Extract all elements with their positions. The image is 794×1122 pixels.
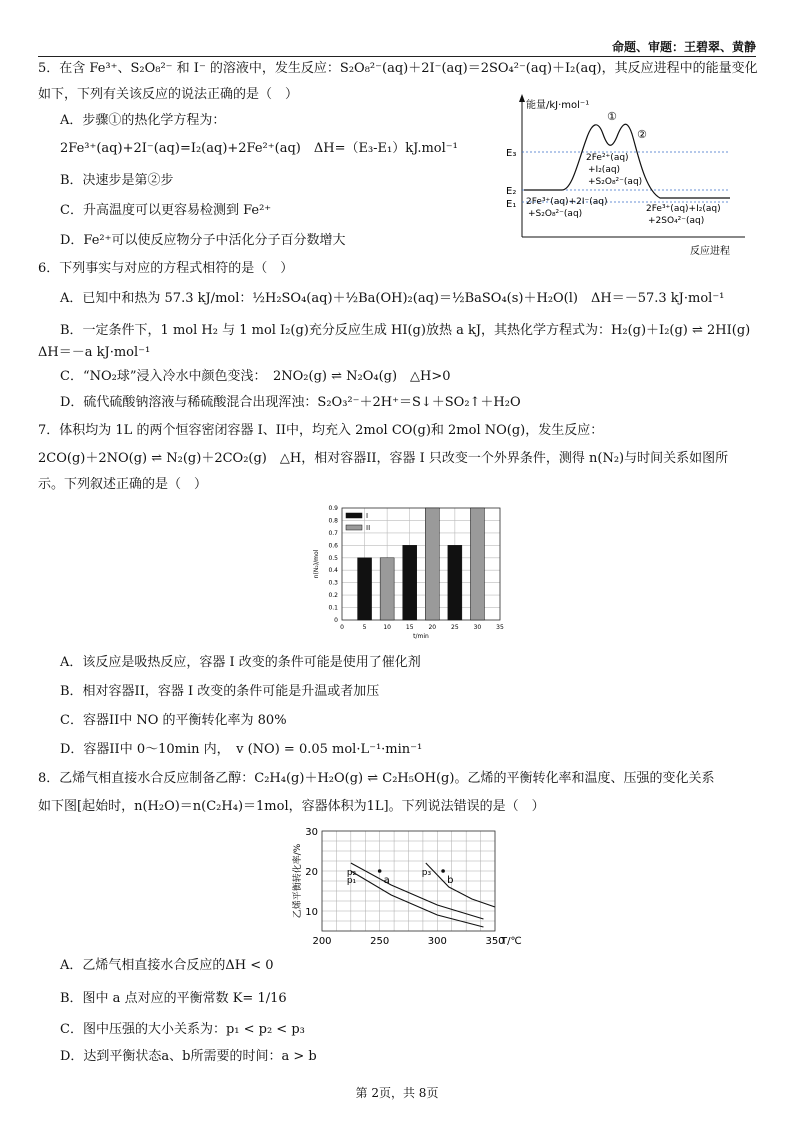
- q8-option-d: D．达到平衡状态a、b所需要的时间：a > b: [60, 1049, 317, 1064]
- bar-y-tick: 0.7: [328, 529, 338, 537]
- bar-y-tick: 0.3: [328, 579, 338, 587]
- energy-axis-label: 能量/kJ·mol⁻¹: [526, 100, 590, 111]
- bar-II-t30: [470, 508, 484, 620]
- bar-y-tick: 0.5: [328, 554, 338, 562]
- bar-y-label: n(N₂)/mol: [313, 549, 320, 579]
- bar-x-tick: 20: [428, 624, 437, 631]
- bar-legend-label-I: I: [366, 512, 369, 520]
- step1-marker: ①: [607, 110, 617, 123]
- product-label-2: +2SO₄²⁻(aq): [648, 216, 705, 226]
- line-series-p₃: [426, 863, 495, 907]
- q8-option-a: A．乙烯气相直接水合反应的ΔH < 0: [60, 958, 274, 973]
- q8-option-b: B．图中 a 点对应的平衡常数 K= 1/16: [60, 991, 287, 1006]
- bar-I-t5: [358, 558, 372, 620]
- q8-option-c: C．图中压强的大小关系为：p₁ < p₂ < p₃: [60, 1022, 305, 1037]
- product-label-1: 2Fe³⁺(aq)+I₂(aq): [646, 204, 721, 214]
- progress-axis-label: 反应进程: [690, 246, 730, 257]
- reactant-label-1: 2Fe³⁺(aq)+2I⁻(aq): [526, 197, 608, 207]
- e1-label: E₁: [506, 199, 517, 210]
- line-point-label-b: b: [447, 875, 454, 886]
- e2-label: E₂: [506, 186, 517, 197]
- bar-y-tick: 0.6: [328, 542, 338, 550]
- header-rule: [38, 56, 756, 57]
- energy-diagram: [500, 92, 750, 262]
- q7-option-b: B．相对容器II，容器 I 改变的条件可能是升温或者加压: [60, 684, 380, 699]
- line-point-a: [378, 869, 382, 873]
- bar-x-tick: 30: [473, 624, 482, 631]
- q5-stem-line1: 5．在含 Fe³⁺、S₂O₈²⁻ 和 I⁻ 的溶液中，发生反应：S₂O₈²⁻(aq)＋2I⁻(aq)＝2SO₄²⁻(aq)＋I₂(aq)，其反应进程中的能量变化: [38, 61, 758, 76]
- q8-stem-line1: 8．乙烯气相直接水合反应制备乙醇：C₂H₄(g)＋H₂O(g) ⇌ C₂H₅OH(g)。乙烯的平衡转化率和温度、压强的变化关系: [38, 771, 715, 786]
- q7-option-a: A．该反应是吸热反应，容器 I 改变的条件可能是使用了催化剂: [60, 655, 421, 670]
- header-authors: 命题、审题：王碧翠、黄静: [611, 40, 756, 54]
- line-x-tick: 300: [427, 936, 447, 947]
- bar-y-tick: 0.9: [328, 505, 338, 512]
- bar-x-tick: 15: [405, 624, 414, 631]
- intermediate-label-1: 2Fe²⁺(aq): [586, 153, 629, 163]
- bar-y-tick: 0.8: [328, 517, 338, 525]
- bar-x-tick: 25: [451, 624, 459, 631]
- line-y-tick: 10: [305, 907, 318, 918]
- q5-option-d: D．Fe²⁺可以使反应物分子中活化分子百分数增大: [60, 233, 346, 248]
- q5-option-a-equation: 2Fe³⁺(aq)+2I⁻(aq)=I₂(aq)+2Fe²⁺(aq) ΔH=（E₃-E₁）kJ.mol⁻¹: [60, 141, 458, 156]
- line-series-label-p₂: p₂: [346, 868, 357, 878]
- q6-option-b-line2: ΔH＝－a kJ·mol⁻¹: [38, 345, 151, 360]
- bar-x-tick: 0: [340, 624, 344, 631]
- line-series-p₁: [351, 871, 484, 927]
- bar-y-tick: 0.4: [328, 567, 338, 575]
- bar-legend-swatch-II: [346, 525, 362, 530]
- bar-legend-label-II: II: [366, 524, 371, 532]
- bar-x-tick: 5: [362, 624, 367, 631]
- line-x-label: T/℃: [501, 936, 522, 947]
- line-series-label-p₁: p₁: [346, 876, 357, 886]
- line-x-tick: 250: [370, 936, 390, 947]
- line-point-label-a: a: [383, 875, 390, 886]
- q6-option-c: C．“NO₂球”浸入冷水中颜色变浅： 2NO₂(g) ⇌ N₂O₄(g) △H>0: [60, 369, 451, 384]
- line-y-tick: 30: [305, 827, 318, 838]
- bar-II-t10: [380, 558, 394, 620]
- reactant-label-2: +S₂O₈²⁻(aq): [528, 209, 583, 219]
- page-footer: 第 2页，共 8页: [355, 1086, 439, 1100]
- q5-option-b: B．决速步是第②步: [60, 173, 174, 188]
- q7-stem-line3: 示。下列叙述正确的是（ ）: [38, 477, 208, 492]
- bar-I-t25: [448, 545, 462, 620]
- line-series-label-p₃: p₃: [421, 868, 432, 878]
- bar-legend-swatch-I: [346, 513, 362, 518]
- e3-label: E₃: [506, 148, 517, 159]
- q5-option-a: A．步骤①的热化学方程为：: [60, 113, 226, 128]
- step2-marker: ②: [637, 128, 647, 141]
- bar-y-tick: 0.1: [328, 604, 338, 612]
- intermediate-label-2: +I₂(aq): [588, 165, 621, 175]
- n-n2-time-bar-chart: [310, 502, 515, 642]
- line-point-b: [441, 869, 445, 873]
- q8-stem-line2: 如下图[起始时，n(H₂O)＝n(C₂H₄)＝1mol，容器体积为1L]。下列说法错误的是（ ）: [38, 799, 545, 814]
- bar-x-label: t/min: [413, 633, 429, 640]
- bar-I-t15: [403, 545, 417, 620]
- bar-x-tick: 10: [383, 624, 391, 631]
- q7-stem-line1: 7．体积均为 1L 的两个恒容密闭容器 I、II中，均充入 2mol CO(g)和 2mol NO(g)，发生反应：: [38, 423, 604, 438]
- q6-option-d: D．硫代硫酸钠溶液与稀硫酸混合出现浑浊：S₂O₃²⁻＋2H⁺＝S↓＋SO₂↑＋H₂O: [60, 395, 521, 410]
- bar-II-t20: [425, 508, 439, 620]
- ethylene-conversion-chart: [290, 825, 530, 950]
- q7-option-c: C．容器II中 NO 的平衡转化率为 80%: [60, 713, 287, 728]
- line-y-tick: 20: [305, 867, 318, 878]
- q6-option-a: A．已知中和热为 57.3 kJ/mol：½H₂SO₄(aq)＋½Ba(OH)₂(aq)＝½BaSO₄(s)＋H₂O(l) ΔH＝－57.3 kJ·mol⁻¹: [60, 291, 725, 306]
- q6-option-b-line1: B．一定条件下，1 mol H₂ 与 1 mol I₂(g)充分反应生成 HI(g)放热 a kJ，其热化学方程式为：H₂(g)＋I₂(g) ⇌ 2HI(g): [60, 323, 751, 338]
- q5-option-c: C．升高温度可以更容易检测到 Fe²⁺: [60, 203, 272, 218]
- line-y-label: 乙烯平衡转化率/%: [293, 843, 303, 919]
- q5-stem-line2: 如下，下列有关该反应的说法正确的是（ ）: [38, 87, 299, 102]
- line-x-tick: 200: [312, 936, 332, 947]
- q7-option-d: D．容器II中 0～10min 内， v (NO) = 0.05 mol·L⁻¹·min⁻¹: [60, 742, 423, 757]
- bar-x-tick: 35: [496, 624, 504, 631]
- q7-stem-line2: 2CO(g)＋2NO(g) ⇌ N₂(g)＋2CO₂(g) △H，相对容器II，容器 I 只改变一个外界条件，测得 n(N₂)与时间关系如图所: [38, 451, 729, 466]
- line-x-tick: 350: [485, 936, 505, 947]
- intermediate-label-3: +S₂O₈²⁻(aq): [588, 177, 643, 187]
- q6-stem: 6．下列事实与对应的方程式相符的是（ ）: [38, 261, 294, 276]
- bar-y-tick: 0: [334, 617, 338, 624]
- bar-y-tick: 0.2: [328, 592, 338, 600]
